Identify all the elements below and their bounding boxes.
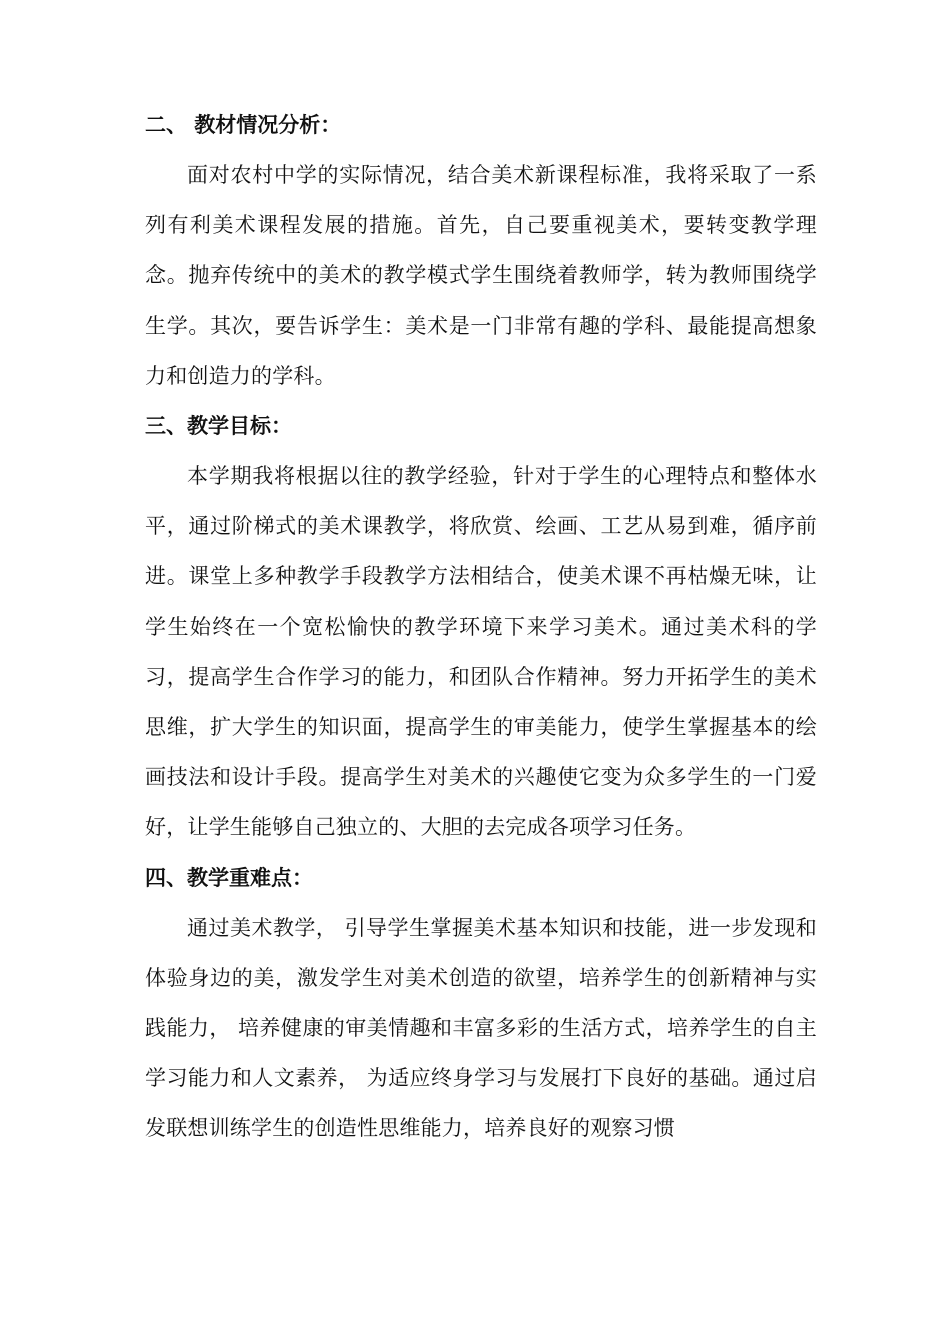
section-heading: 四、教学重难点： <box>145 864 313 890</box>
section-key-points <box>145 853 817 1154</box>
section-heading: 二、 教材情况分析： <box>145 112 342 137</box>
section-paragraph: 通过美术教学， 引导学生掌握美术基本知识和技能，进一步发现和体验身边的美，激发学生对美术创造的欲望，培养学生的创新精神与实践能力， 培养健康的审美情趣和丰富多彩的生活方式，培养学生的自主学习能力和人文素养， 为适应终身学习与发展打下良好的基础。通过启发联想训练学生的创造性思维能力，培养良好的观察习惯 <box>145 915 817 1141</box>
section-paragraph: 本学期我将根据以往的教学经验，针对于学生的心理特点和整体水平，通过阶梯式的美术课教学，将欣赏、绘画、工艺从易到难，循序前进。课堂上多种教学手段教学方法相结合，使美术课不再枯燥无味，让学生始终在一个宽松愉快的教学环境下来学习美术。通过美术科的学习，提高学生合作学习的能力，和团队合作精神。努力开拓学生的美术思维，扩大学生的知识面，提高学生的审美能力，使学生掌握基本的绘画技法和设计手段。提高学生对美术的兴趣使它变为众多学生的一门爱好，让学生能够自己独立的、大胆的去完成各项学习任务。 <box>145 464 817 840</box>
section-teaching-goals <box>145 401 817 853</box>
document-page <box>145 100 817 1154</box>
section-material-analysis <box>145 100 817 401</box>
section-paragraph: 面对农村中学的实际情况，结合美术新课程标准，我将采取了一系列有利美术课程发展的措施。首先，自己要重视美术，要转变教学理念。抛弃传统中的美术的教学模式学生围绕着教师学，转为教师围绕学生学。其次，要告诉学生：美术是一门非常有趣的学科、最能提高想象力和创造力的学科。 <box>145 163 817 388</box>
section-heading: 三、教学目标： <box>145 413 292 439</box>
